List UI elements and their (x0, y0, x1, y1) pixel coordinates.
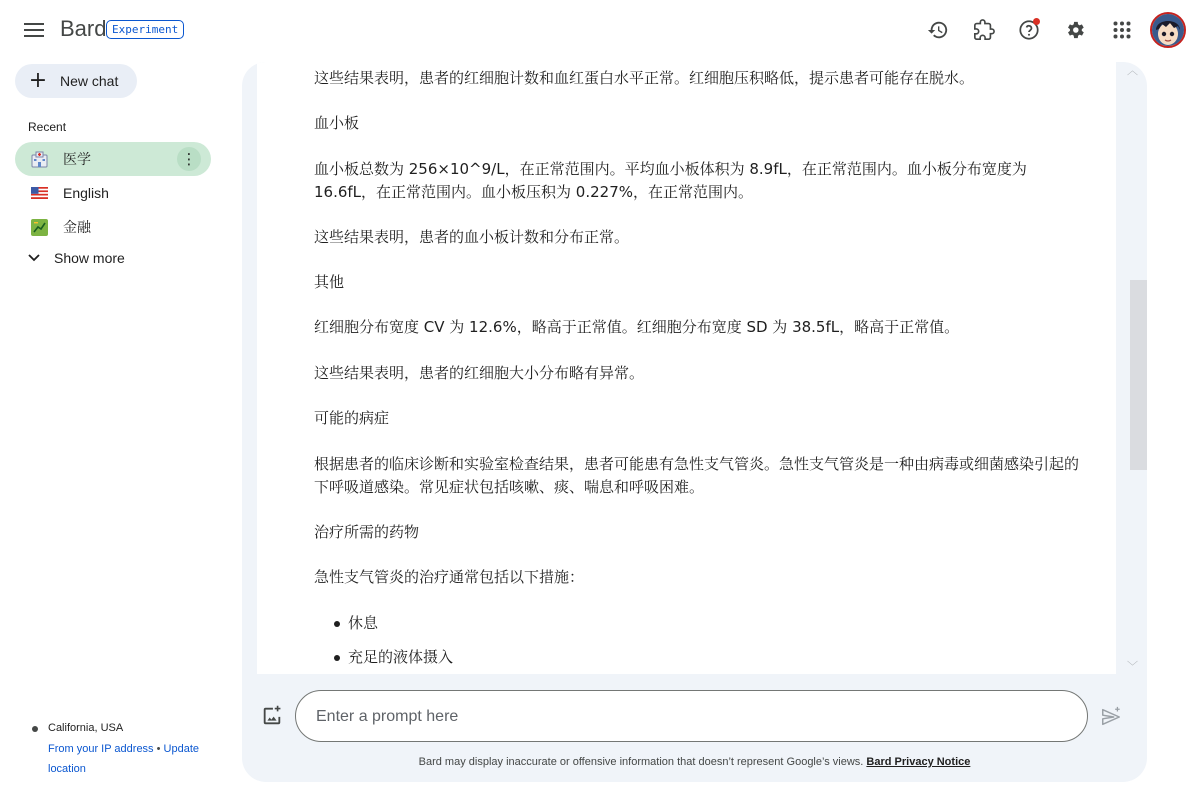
location-place: California, USA (48, 722, 124, 734)
menu-icon[interactable] (18, 14, 50, 46)
upload-image-icon[interactable] (261, 705, 285, 729)
response-paragraph: 红细胞分布宽度 CV 为 12.6%，略高于正常值。红细胞分布宽度 SD 为 38.5fL，略高于正常值。 (314, 318, 960, 336)
update-location-link-continued[interactable]: location (48, 763, 86, 775)
app-logo[interactable]: Bard (60, 16, 107, 41)
prompt-input[interactable] (314, 701, 1058, 733)
disclaimer (242, 756, 1147, 768)
response-paragraph: 这些结果表明，患者的红细胞大小分布略有异常。 (314, 364, 645, 382)
response-paragraph: 血小板总数为 256×10^9/L，在正常范围内。平均血小板体积为 8.9fL，在正常范围内。血小板分布宽度为 16.6fL，在正常范围内。血小板压积为 0.227%，在正常范围内。 (314, 160, 1027, 201)
top-bar (0, 0, 1200, 60)
more-options-icon[interactable]: ⋮ (177, 147, 201, 171)
apps-icon[interactable] (1106, 14, 1138, 46)
response-paragraph: 这些结果表明，患者的血小板计数和分布正常。 (314, 228, 630, 246)
show-more-label: Show more (54, 250, 125, 266)
us-flag-icon (31, 185, 48, 202)
chevron-down-icon (28, 254, 40, 262)
section-heading: 血小板 (314, 114, 360, 132)
location-separator: • (156, 743, 161, 755)
section-heading: 治疗所需的药物 (314, 523, 420, 541)
help-icon[interactable] (1013, 14, 1045, 46)
send-icon[interactable] (1100, 706, 1124, 728)
location-source: From your IP address (48, 743, 154, 755)
list-item: 休息 (348, 612, 1088, 635)
sidebar-item-english[interactable] (15, 176, 211, 210)
plus-icon: + (28, 68, 48, 93)
hospital-icon (31, 151, 48, 168)
sidebar-item-label: 医学 (63, 151, 91, 167)
notification-dot (1033, 18, 1040, 25)
finance-chart-icon (31, 219, 48, 236)
main-panel (242, 62, 1147, 782)
extensions-icon[interactable] (968, 14, 1000, 46)
conversation-area[interactable] (257, 62, 1116, 674)
history-icon[interactable] (922, 14, 954, 46)
new-chat-label: New chat (60, 73, 119, 89)
location-dot-icon (32, 726, 38, 732)
settings-icon[interactable] (1059, 14, 1091, 46)
scroll-down-icon[interactable]: ﹀ (1127, 660, 1138, 673)
sidebar-item-finance[interactable] (15, 210, 211, 244)
scroll-up-icon[interactable]: ︿ (1127, 64, 1138, 77)
sidebar-item-medicine[interactable] (15, 142, 211, 176)
response-paragraph: 根据患者的临床诊断和实验室检查结果，患者可能患有急性支气管炎。急性支气管炎是一种由病毒或细菌感染引起的下呼吸道感染。常见症状包括咳嗽、痰、喘息和呼吸困难。 (314, 455, 1080, 496)
new-chat-button[interactable] (15, 64, 137, 98)
list-item: 充足的液体摄入 (348, 646, 1088, 669)
response-paragraph: 这些结果表明，患者的红细胞计数和血红蛋白水平正常。红细胞压积略低，提示患者可能存在脱水。 (314, 69, 975, 87)
privacy-notice-link[interactable]: Bard Privacy Notice (866, 756, 971, 768)
response-paragraph: 急性支气管炎的治疗通常包括以下措施： (314, 568, 585, 586)
recent-heading: Recent (28, 120, 67, 134)
bullet-list (314, 612, 1088, 669)
avatar[interactable] (1150, 12, 1186, 48)
experiment-badge: Experiment (106, 20, 184, 39)
sidebar-item-label: English (63, 185, 109, 201)
disclaimer-text: Bard may display inaccurate or offensive information that doesn’t represent Google’s views. (418, 756, 864, 768)
show-more-button[interactable] (28, 250, 125, 266)
sidebar-item-label: 金融 (63, 219, 91, 235)
update-location-link[interactable]: Update (163, 743, 200, 755)
scrollbar-thumb[interactable] (1130, 280, 1147, 470)
prompt-box[interactable] (295, 690, 1088, 742)
section-heading: 可能的病症 (314, 409, 390, 427)
section-heading: 其他 (314, 273, 345, 291)
